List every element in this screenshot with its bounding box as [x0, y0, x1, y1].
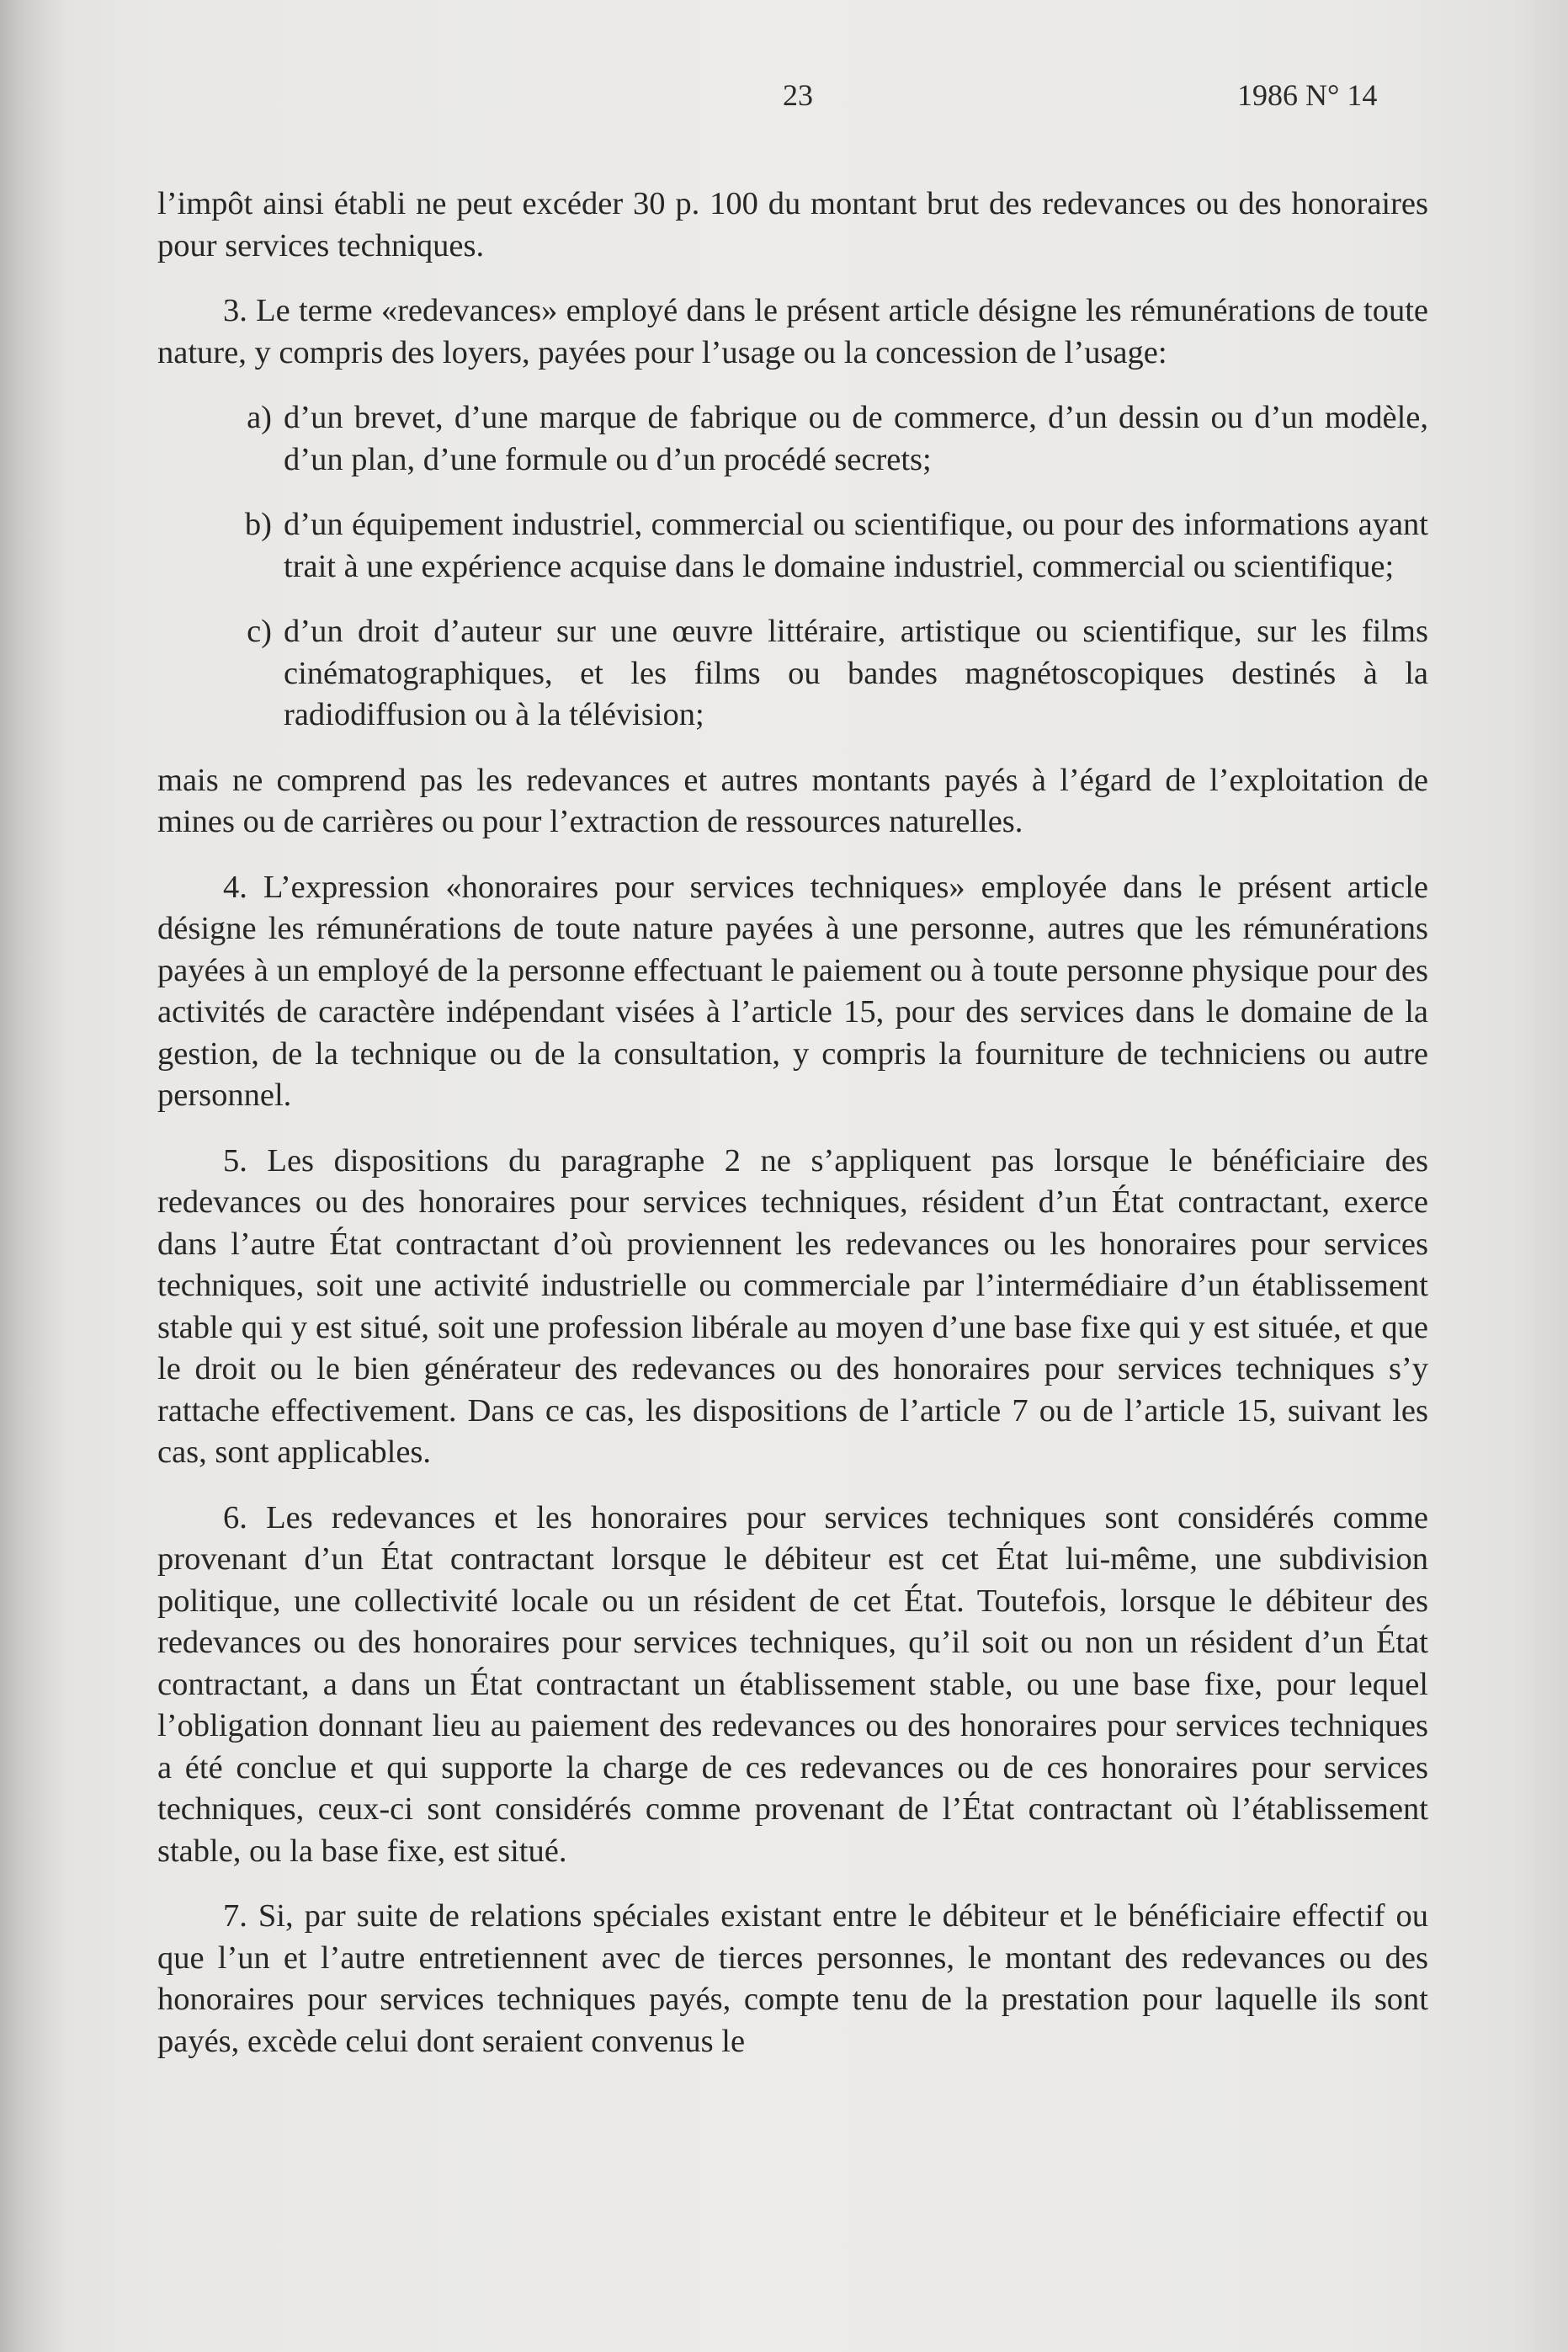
list-marker: c) [247, 614, 272, 649]
document-body [157, 184, 1428, 2086]
list-item-text: d’un équipement industriel, commercial ou scientifique, ou pour des informations ayant trait à une expérience acquise dans le domaine industriel, commercial ou scientifique; [284, 507, 1428, 584]
list-item-a [157, 397, 1428, 481]
paragraph-continuation: l’impôt ainsi établi ne peut excéder 30 p. 100 du montant brut des redevances ou des honoraires pour services techniques. [157, 186, 1428, 263]
list-item-text: d’un brevet, d’une marque de fabrique ou de commerce, d’un dessin ou d’un modèle, d’un plan, d’une formule ou d’un procédé secrets; [284, 400, 1428, 477]
list-item-b [157, 504, 1428, 588]
paragraph-5: 5. Les dispositions du paragraphe 2 ne s’appliquent pas lorsque le bénéficiaire des redevances ou des honoraires pour services techniques, résident d’un État contractant, exerce dans l’autre État contractant d’où proviennent les redevances ou les honoraires pour services techniques, soit une activité industrielle ou commerciale par l’intermédiaire d’un établissement stable qui y est situé, soit une profession libérale au moyen d’une base fixe qui y est située, et que le droit ou le bien générateur des redevances ou des honoraires pour services techniques s’y rattache effectivement. Dans ce cas, les dispositions de l’article 7 ou de l’article 15, suivant les cas, sont applicables. [157, 1142, 1428, 1470]
list-marker: b) [244, 507, 272, 542]
list-marker: a) [247, 400, 272, 435]
page-header [0, 77, 1568, 120]
paragraph-3: 3. Le terme «redevances» employé dans le présent article désigne les rémunérations de toute nature, y compris des loyers, payées pour l’usage ou la concession de l’usage: [157, 293, 1428, 370]
paragraph-3-tail: mais ne comprend pas les redevances et autres montants payés à l’égard de l’exploitation de mines ou de carrières ou pour l’extraction de ressources naturelles. [157, 762, 1428, 839]
page-number: 23 [783, 78, 813, 112]
paragraph-6: 6. Les redevances et les honoraires pour services techniques sont considérés comme provenant d’un État contractant lorsque le débiteur est cet État lui-même, une subdivision politique, une collectivité locale ou un résident de cet État. Toutefois, lorsque le débiteur des redevances ou des honoraires pour services techniques, qu’il soit ou non un résident d’un État contractant, a dans un État contractant un établissement stable, ou une base fixe, pour lequel l’obligation donnant lieu au paiement des redevances ou des honoraires pour services techniques a été conclue et qui supporte la charge de ces redevances ou de ces honoraires pour services techniques, ceux-ci sont considérés comme provenant de l’État contractant où l’établissement stable, ou la base fixe, est situé. [157, 1499, 1428, 1869]
paragraph-7: 7. Si, par suite de relations spéciales existant entre le débiteur et le bénéficiaire effectif ou que l’un et l’autre entretiennent avec de tierces personnes, le montant des redevances ou des honoraires pour services techniques payés, compte tenu de la prestation pour laquelle ils sont payés, excède celui dont seraient convenus le [157, 1898, 1428, 2059]
list-item-c [157, 611, 1428, 737]
issue-reference: 1986 N° 14 [1237, 78, 1378, 112]
list-item-text: d’un droit d’auteur sur une œuvre littéraire, artistique ou scientifique, sur les films cinématographiques, et les films ou bandes magnétoscopiques destinés à la radiodiffusion ou à la télévision; [284, 614, 1428, 732]
paragraph-4: 4. L’expression «honoraires pour services techniques» employée dans le présent article désigne les rémunérations de toute nature payées à une personne, autres que les rémunérations payées à un employé de la personne effectuant le paiement ou à toute personne physique pour des activités de caractère indépendant visées à l’article 15, pour des services dans le domaine de la gestion, de la technique ou de la consultation, y compris la fourniture de techniciens ou autre personnel. [157, 869, 1428, 1113]
